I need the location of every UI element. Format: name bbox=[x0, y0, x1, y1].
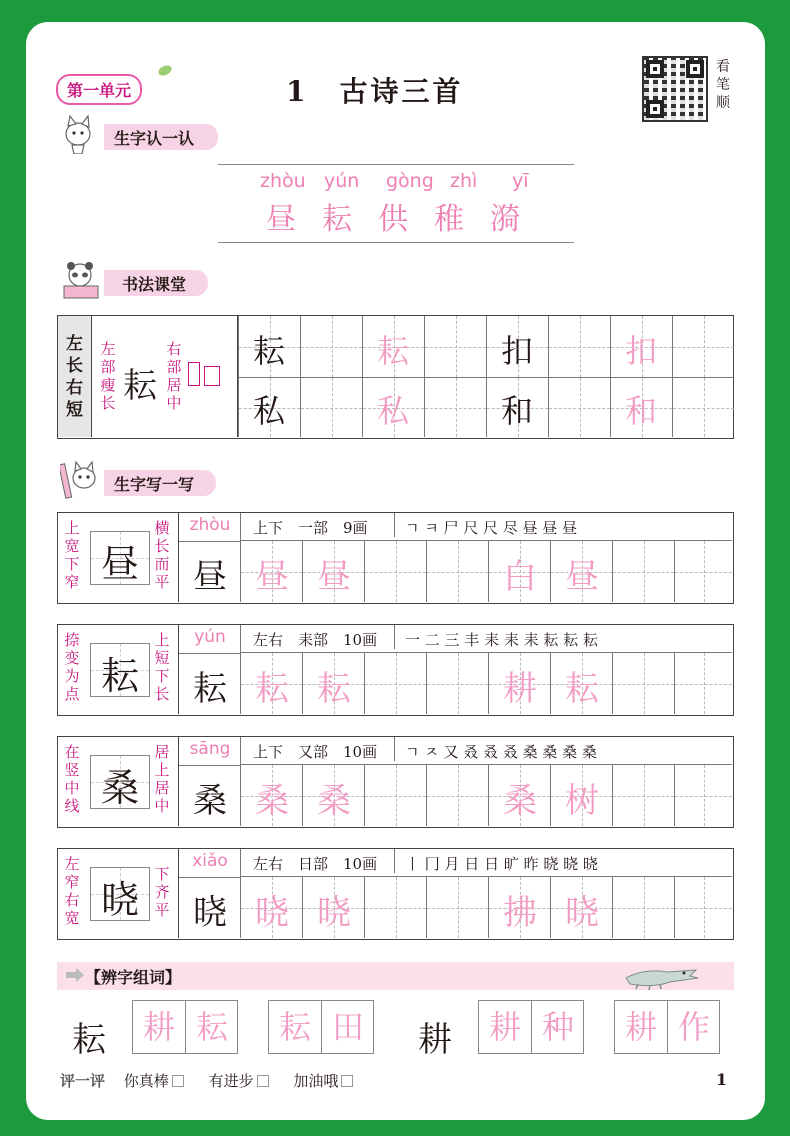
pinyin-cell bbox=[179, 625, 241, 714]
char-structure-demo bbox=[58, 625, 179, 714]
section-label: 生字认一认 bbox=[114, 129, 195, 148]
structure-radical-strokes: 上下 又部 10画 bbox=[253, 743, 378, 761]
hanzi: 供 bbox=[378, 202, 408, 237]
grid-cell[interactable] bbox=[675, 653, 732, 714]
trace-char: 耘 bbox=[317, 669, 351, 709]
cat-pencil-icon bbox=[60, 460, 104, 500]
structure-box-right bbox=[204, 366, 220, 386]
word-char: 耘 bbox=[195, 1008, 228, 1046]
grid-cell[interactable] bbox=[427, 877, 489, 938]
pinyin: zhì bbox=[450, 170, 478, 192]
trace-char: 桑 bbox=[317, 781, 351, 821]
pinyin-cell bbox=[179, 849, 241, 938]
grid-cell[interactable] bbox=[613, 541, 675, 602]
word-char: 田 bbox=[331, 1008, 364, 1046]
bianzi-label: 【辨字组词】 bbox=[85, 968, 182, 987]
grid-cell[interactable] bbox=[675, 877, 732, 938]
trace-char: 私 bbox=[376, 392, 409, 430]
checkbox[interactable] bbox=[341, 1075, 353, 1087]
trace-char: 耕 bbox=[503, 669, 537, 709]
grid-cell bbox=[672, 377, 734, 437]
grid-cell[interactable] bbox=[613, 765, 675, 826]
pinyin: sāng bbox=[189, 739, 231, 759]
word-char: 耕 bbox=[488, 1008, 521, 1046]
pinyin: gòng bbox=[386, 170, 434, 192]
demo-char: 昼 bbox=[100, 542, 139, 586]
pinyin: yún bbox=[324, 170, 360, 192]
qr-code-icon[interactable] bbox=[642, 56, 708, 122]
pinyin: yī bbox=[512, 170, 529, 192]
checkbox[interactable] bbox=[257, 1075, 269, 1087]
char-structure-demo bbox=[58, 737, 179, 826]
writing-grid bbox=[241, 765, 732, 826]
trace-char: 昼 bbox=[565, 557, 599, 597]
word-char: 作 bbox=[677, 1008, 710, 1046]
model-char: 桑 bbox=[193, 781, 227, 821]
trace-char: 昼 bbox=[317, 557, 351, 597]
right-note: 居上居中 bbox=[154, 743, 170, 815]
stroke-order: 丨 冂 月 日 日 旷 昨 晓 晓 晓 bbox=[394, 849, 598, 873]
left-note: 上宽下窄 bbox=[64, 519, 80, 591]
writing-grid bbox=[241, 541, 732, 602]
model-char: 耘 bbox=[252, 332, 285, 370]
calligraphy-demo bbox=[92, 316, 238, 437]
stroke-order: ㄱ ㅈ 又 叒 叒 叒 桑 桑 桑 桑 bbox=[394, 737, 597, 761]
cat-icon bbox=[60, 114, 104, 154]
writing-grid bbox=[241, 877, 732, 938]
unit-tag: 第一单元 bbox=[56, 74, 142, 105]
trace-char: 耘 bbox=[255, 669, 289, 709]
option-label: 有进步 bbox=[208, 1072, 254, 1090]
trace-char: 晓 bbox=[255, 893, 289, 933]
trace-char: 扣 bbox=[624, 332, 657, 370]
grid-cell bbox=[548, 316, 610, 377]
practice-block-yun bbox=[57, 624, 734, 716]
structure-radical-strokes: 上下 一部 9画 bbox=[253, 519, 368, 537]
char-info bbox=[241, 625, 732, 653]
trace-char: 耘 bbox=[376, 332, 409, 370]
grid-cell bbox=[300, 377, 362, 437]
hanzi: 漪 bbox=[490, 202, 520, 237]
trace-char: 桑 bbox=[255, 781, 289, 821]
grid-cell bbox=[424, 316, 486, 377]
arrow-right-icon bbox=[65, 968, 85, 982]
word-box bbox=[268, 1000, 374, 1054]
rule-text: 左长右短 bbox=[66, 334, 83, 420]
word-box bbox=[614, 1000, 720, 1054]
hanzi: 稚 bbox=[434, 202, 464, 237]
option-label: 你真棒 bbox=[123, 1072, 169, 1090]
pinyin: zhòu bbox=[189, 515, 231, 535]
grid-cell[interactable] bbox=[613, 653, 675, 714]
trace-char: 昼 bbox=[255, 557, 289, 597]
practice-block-xiao bbox=[57, 848, 734, 940]
pinyin-cell bbox=[179, 513, 241, 602]
grid-cell[interactable] bbox=[675, 541, 732, 602]
section-label: 生字写一写 bbox=[114, 475, 195, 494]
calligraphy-table bbox=[57, 315, 734, 439]
section-label: 书法课堂 bbox=[122, 275, 187, 294]
trace-char: 耘 bbox=[565, 669, 599, 709]
grid-cell[interactable] bbox=[365, 877, 427, 938]
option-label: 加油哦 bbox=[293, 1072, 339, 1090]
practice-block-zhou bbox=[57, 512, 734, 604]
model-char: 耘 bbox=[193, 669, 227, 709]
grid-cell[interactable] bbox=[365, 653, 427, 714]
demo-char: 桑 bbox=[100, 766, 139, 810]
grid-cell bbox=[424, 377, 486, 437]
pinyin: zhòu bbox=[260, 170, 306, 192]
rule-label bbox=[58, 316, 92, 437]
right-note: 上短下长 bbox=[154, 631, 170, 703]
trace-char: 和 bbox=[624, 392, 657, 430]
word-char: 耕 bbox=[142, 1008, 175, 1046]
qr-label: 看笔顺 bbox=[716, 59, 730, 111]
hanzi: 昼 bbox=[266, 202, 296, 237]
workbook-page bbox=[26, 22, 765, 1120]
word-box bbox=[132, 1000, 238, 1054]
demo-char: 耘 bbox=[100, 654, 139, 698]
word-box bbox=[478, 1000, 584, 1054]
trace-char: 晓 bbox=[565, 893, 599, 933]
trace-char: 白 bbox=[503, 557, 537, 597]
checkbox[interactable] bbox=[172, 1075, 184, 1087]
right-note: 横长而平 bbox=[154, 519, 170, 591]
trace-char: 晓 bbox=[317, 893, 351, 933]
model-char: 晓 bbox=[193, 893, 227, 933]
word-char: 耘 bbox=[278, 1008, 311, 1046]
panda-icon bbox=[60, 260, 104, 300]
grid-cell[interactable] bbox=[613, 877, 675, 938]
grid-cell[interactable] bbox=[427, 765, 489, 826]
trace-char: 拂 bbox=[503, 893, 537, 933]
demo-char: 耘 bbox=[123, 366, 157, 406]
structure-box-left bbox=[188, 362, 200, 386]
char-structure-demo bbox=[58, 849, 179, 938]
divider bbox=[218, 164, 574, 165]
word-char: 种 bbox=[541, 1008, 574, 1046]
writing-grid bbox=[241, 653, 732, 714]
grid-cell bbox=[672, 316, 734, 377]
char-structure-demo bbox=[58, 513, 179, 602]
page-title: 1 古诗三首 bbox=[286, 75, 464, 108]
trace-char: 树 bbox=[565, 781, 599, 821]
bianzi-char: 耕 bbox=[418, 1020, 452, 1060]
right-note: 右部居中 bbox=[166, 340, 182, 412]
grid-cell bbox=[548, 377, 610, 437]
grid-cell[interactable] bbox=[675, 765, 732, 826]
hanzi: 耘 bbox=[322, 202, 352, 237]
grid-cell bbox=[300, 316, 362, 377]
model-char: 昼 bbox=[193, 557, 227, 597]
char-info bbox=[241, 737, 732, 765]
demo-char: 晓 bbox=[100, 878, 139, 922]
grid-cell[interactable] bbox=[427, 653, 489, 714]
left-note: 左窄右宽 bbox=[64, 855, 80, 927]
char-info bbox=[241, 849, 732, 877]
model-char: 和 bbox=[500, 392, 533, 430]
left-note: 左部瘦长 bbox=[100, 340, 116, 412]
word-char: 耕 bbox=[624, 1008, 657, 1046]
model-char: 私 bbox=[252, 392, 285, 430]
evaluation-title: 评一评 bbox=[60, 1072, 106, 1090]
pinyin: xiǎo bbox=[192, 851, 228, 871]
evaluation-row bbox=[60, 1070, 353, 1091]
stroke-order: ㄱ ㅋ 尸 尺 尺 尽 昼 昼 昼 bbox=[394, 513, 577, 537]
pinyin-cell bbox=[179, 737, 241, 826]
bianzi-char: 耘 bbox=[72, 1020, 106, 1060]
right-note: 下齐平 bbox=[154, 865, 170, 919]
practice-block-sang bbox=[57, 736, 734, 828]
leaf-icon bbox=[157, 63, 173, 77]
pinyin: yún bbox=[194, 627, 226, 647]
structure-radical-strokes: 左右 日部 10画 bbox=[253, 855, 378, 873]
page-number: 1 bbox=[716, 1070, 728, 1089]
left-note: 在竖中线 bbox=[64, 743, 80, 815]
stroke-order: 一 二 三 丰 耒 耒 耒 耘 耘 耘 bbox=[394, 625, 598, 649]
structure-radical-strokes: 左右 耒部 10画 bbox=[253, 631, 378, 649]
divider bbox=[218, 242, 574, 243]
crocodile-icon bbox=[624, 964, 700, 990]
trace-char: 桑 bbox=[503, 781, 537, 821]
grid-cell[interactable] bbox=[427, 541, 489, 602]
grid-cell[interactable] bbox=[365, 765, 427, 826]
grid-cell[interactable] bbox=[365, 541, 427, 602]
model-char: 扣 bbox=[500, 332, 533, 370]
left-note: 捺变为点 bbox=[64, 631, 80, 703]
char-info bbox=[241, 513, 732, 541]
